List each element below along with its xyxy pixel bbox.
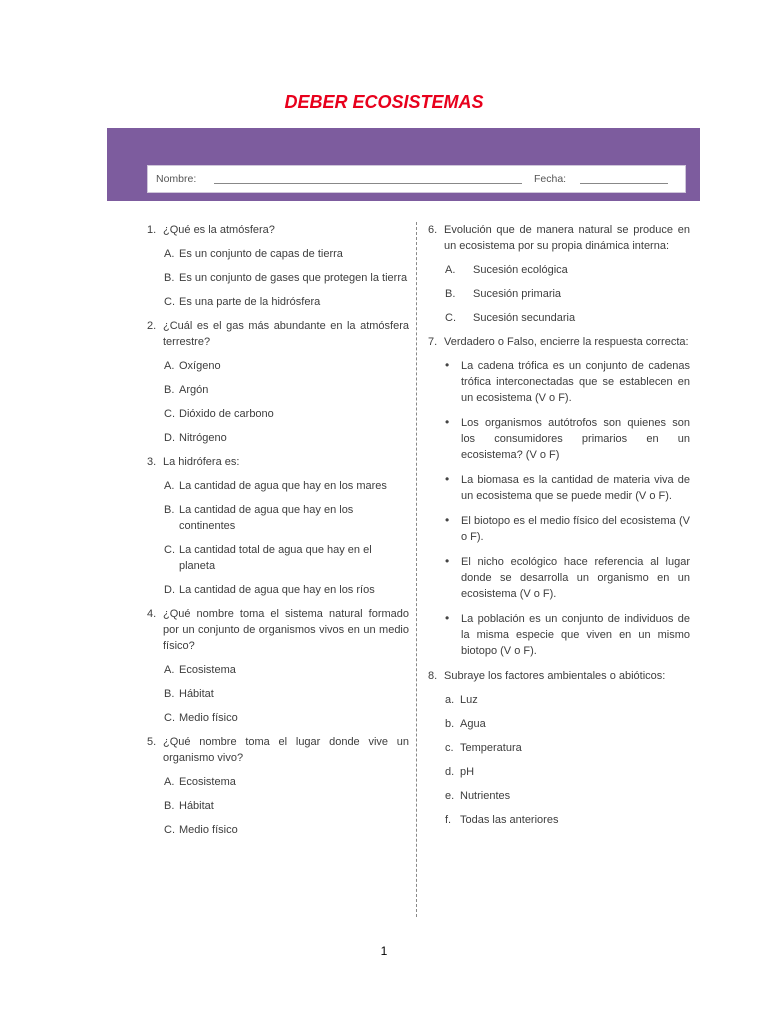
column-divider <box>416 222 417 917</box>
option-letter: B. <box>164 272 175 284</box>
option-letter: C. <box>164 712 175 724</box>
option-letter: A. <box>164 480 175 492</box>
option-letter: b. <box>445 718 455 730</box>
true-false-item <box>445 513 690 545</box>
option-text: La cantidad total de agua que hay en el planeta <box>179 544 372 572</box>
question-number: 5. <box>147 736 157 748</box>
question-number: 2. <box>147 320 157 332</box>
option-letter: A. <box>445 264 456 276</box>
option-text: Luz <box>460 694 478 706</box>
option <box>164 774 409 790</box>
option-letter: D. <box>164 584 175 596</box>
question-number: 6. <box>428 224 438 236</box>
option-letter: c. <box>445 742 454 754</box>
option-letter: A. <box>164 776 175 788</box>
option <box>164 798 409 814</box>
option <box>164 246 409 262</box>
option-text: Medio físico <box>179 824 238 836</box>
option <box>445 812 690 828</box>
statement-text: La población es un conjunto de individuos de la misma especie que viven en un mismo biotopo (V o F). <box>461 613 690 657</box>
option-letter: C. <box>445 312 456 324</box>
option <box>164 478 409 494</box>
question-number: 1. <box>147 224 157 236</box>
question-text: ¿Qué es la atmósfera? <box>163 224 275 236</box>
question-7 <box>428 334 690 350</box>
option <box>445 764 690 780</box>
statement-text: Los organismos autótrofos son quienes son los consumidores primarios en un ecosistema? (V o F) <box>461 417 690 461</box>
option-text: pH <box>460 766 475 778</box>
option <box>445 788 690 804</box>
option-text: Hábitat <box>179 800 214 812</box>
option <box>164 662 409 678</box>
option-text: Ecosistema <box>179 776 236 788</box>
question-number: 8. <box>428 670 438 682</box>
option-letter: B. <box>164 688 175 700</box>
option-letter: B. <box>445 288 456 300</box>
option-letter: C. <box>164 408 175 420</box>
right-column <box>428 222 690 836</box>
name-date-box <box>147 165 686 193</box>
option <box>164 822 409 838</box>
option-text: Nitrógeno <box>179 432 227 444</box>
true-false-item <box>445 358 690 406</box>
option-text: Ecosistema <box>179 664 236 676</box>
option-text: Es una parte de la hidrósfera <box>179 296 321 308</box>
question-number: 7. <box>428 336 438 348</box>
option-letter: C. <box>164 544 175 556</box>
bullet-icon: • <box>445 472 450 486</box>
option-text: La cantidad de agua que hay en los continentes <box>179 504 354 532</box>
question-2 <box>147 318 409 350</box>
true-false-item <box>445 472 690 504</box>
option-letter: A. <box>164 664 175 676</box>
option-text: La cantidad de agua que hay en los mares <box>179 480 387 492</box>
option-text: Agua <box>460 718 486 730</box>
page-number: 1 <box>380 944 388 958</box>
option-letter: C. <box>164 824 175 836</box>
option <box>164 582 409 598</box>
question-1 <box>147 222 409 238</box>
true-false-item <box>445 611 690 659</box>
option-text: Dióxido de carbono <box>179 408 274 420</box>
option <box>164 358 409 374</box>
option <box>164 406 409 422</box>
option <box>445 262 690 278</box>
question-text: ¿Qué nombre toma el lugar donde vive un organismo vivo? <box>163 736 409 764</box>
option-text: Es un conjunto de gases que protegen la tierra <box>179 272 408 284</box>
option-text: Todas las anteriores <box>460 814 559 826</box>
question-8 <box>428 668 690 684</box>
bullet-icon: • <box>445 611 450 625</box>
option-text: Sucesión ecológica <box>473 264 568 276</box>
bullet-icon: • <box>445 513 450 527</box>
date-line <box>580 183 668 184</box>
option <box>164 382 409 398</box>
option-letter: A. <box>164 360 175 372</box>
option-text: Argón <box>179 384 209 396</box>
option <box>164 710 409 726</box>
question-5 <box>147 734 409 766</box>
option <box>445 716 690 732</box>
option-letter: a. <box>445 694 455 706</box>
option <box>164 542 409 574</box>
option <box>164 430 409 446</box>
question-text: Evolución que de manera natural se produce en un ecosistema por su propia dinámica interna: <box>444 224 690 252</box>
option-letter: D. <box>164 432 175 444</box>
option <box>445 692 690 708</box>
question-text: Verdadero o Falso, encierre la respuesta correcta: <box>444 336 689 348</box>
statement-text: La biomasa es la cantidad de materia viva de un ecosistema que se puede medir (V o F). <box>461 474 690 502</box>
option-text: Nutrientes <box>460 790 511 802</box>
option <box>445 740 690 756</box>
question-text: La hidrófera es: <box>163 456 240 468</box>
true-false-item <box>445 554 690 602</box>
question-6 <box>428 222 690 254</box>
option-text: Es un conjunto de capas de tierra <box>179 248 343 260</box>
option-letter: A. <box>164 248 175 260</box>
option-text: Temperatura <box>460 742 522 754</box>
question-4 <box>147 606 409 654</box>
option-text: Hábitat <box>179 688 214 700</box>
option-letter: e. <box>445 790 455 802</box>
option <box>445 310 690 326</box>
option <box>164 686 409 702</box>
option-text: Sucesión primaria <box>473 288 562 300</box>
option-text: Medio físico <box>179 712 238 724</box>
bullet-icon: • <box>445 554 450 568</box>
option-letter: d. <box>445 766 455 778</box>
bullet-icon: • <box>445 415 450 429</box>
true-false-item <box>445 415 690 463</box>
option <box>164 502 409 534</box>
option <box>164 270 409 286</box>
page-title: DEBER ECOSISTEMAS <box>284 92 484 112</box>
statement-text: La cadena trófica es un conjunto de cadenas trófica interconectadas que se establecen en un ecosistema (V o F). <box>461 360 690 404</box>
option-text: Sucesión secundaria <box>473 312 576 324</box>
question-3 <box>147 454 409 470</box>
question-text: ¿Qué nombre toma el sistema natural formado por un conjunto de organismos vivos en un medio físico? <box>163 608 409 652</box>
date-label: Fecha: <box>534 173 567 185</box>
option-letter: f. <box>445 814 452 826</box>
question-number: 4. <box>147 608 157 620</box>
option-text: Oxígeno <box>179 360 221 372</box>
bullet-icon: • <box>445 358 450 372</box>
name-line <box>214 183 522 184</box>
left-column <box>147 222 409 846</box>
option-letter: B. <box>164 800 175 812</box>
option-letter: B. <box>164 384 175 396</box>
option-letter: C. <box>164 296 175 308</box>
option-text: La cantidad de agua que hay en los ríos <box>179 584 375 596</box>
name-label: Nombre: <box>156 173 197 185</box>
question-text: ¿Cuál es el gas más abundante en la atmósfera terrestre? <box>163 320 409 348</box>
option <box>164 294 409 310</box>
question-number: 3. <box>147 456 157 468</box>
question-text: Subraye los factores ambientales o abióticos: <box>444 670 666 682</box>
option <box>445 286 690 302</box>
option-letter: B. <box>164 504 175 516</box>
statement-text: El biotopo es el medio físico del ecosistema (V o F). <box>461 515 690 543</box>
statement-text: El nicho ecológico hace referencia al lugar donde se desarrolla un organismo en un ecosistema (V o F). <box>461 556 690 600</box>
